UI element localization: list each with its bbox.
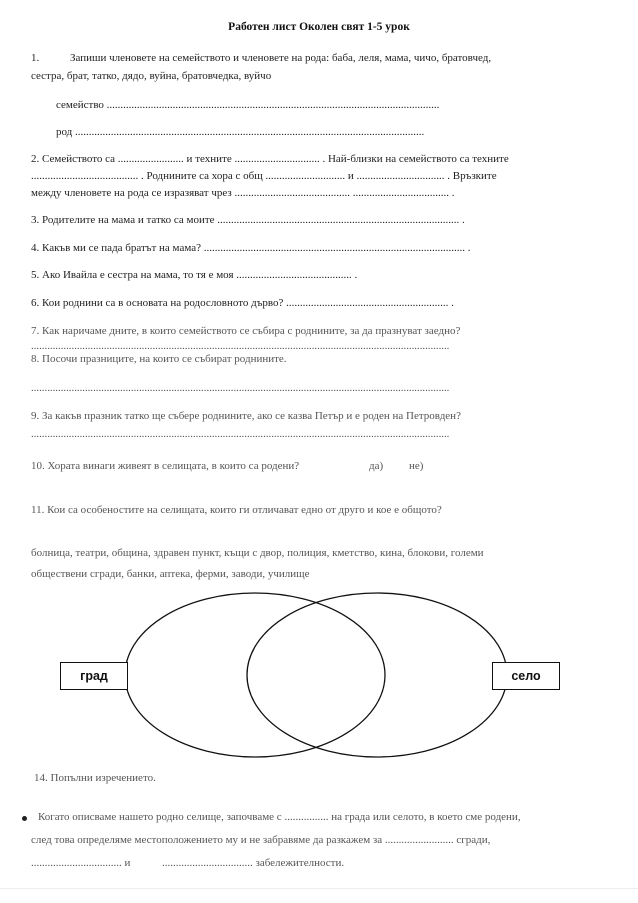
q2-line2: ....................................... . Роднините са хора с общ ............................. и ................................ . Връзките xyxy=(31,170,497,182)
q1-text-line1: Запиши членовете на семейството и членовете на рода: баба, леля, мама, чичо, братовчед, xyxy=(70,52,492,64)
q4-text: 4. Какъв ми се пада братът на мама? ............................................................................................... . xyxy=(31,242,471,254)
venn-right-circle xyxy=(247,593,507,757)
venn-left-circle xyxy=(125,593,385,757)
q1-text-line2: сестра, брат, татко, дядо, вуйна, братовчедка, вуйчо xyxy=(31,70,272,82)
bullet-icon xyxy=(22,816,27,821)
q10-text: 10. Хората винаги живеят в селищата, в които са родени? xyxy=(31,460,300,472)
q6-text: 6. Кои роднини са в основата на родословното дърво? ........................................................... . xyxy=(31,297,454,309)
village-label-box: село xyxy=(492,662,560,690)
page-bottom-rule xyxy=(0,888,638,889)
q14-text: 14. Попълни изречението. xyxy=(34,772,156,784)
q11-words-line1: болница, театри, община, здравен пункт, къщи с двор, полиция, кметство, кина, блокови, големи xyxy=(31,547,484,559)
q14-bullet-line1: Когато описваме нашето родно селище, започваме с ................ на града или селото, в което сме родени, xyxy=(38,811,521,823)
q2-line3: между членовете на рода се изразяват чрез .......................................... ................................... . xyxy=(31,187,455,199)
q9-text: 9. За какъв празник татко ще събере роднините, ако се казва Петър и е роден на Петровден? xyxy=(31,410,461,422)
worksheet-title: Работен лист Околен свят 1-5 урок xyxy=(228,21,410,33)
q1-family-answer-line[interactable]: семейство ......................................................................................................................... xyxy=(56,99,440,111)
q7-text: 7. Как наричаме дните, в които семейството се събира с роднините, за да празнуват заедно? xyxy=(31,325,461,337)
q1-kin-answer-line[interactable]: род ............................................................................................................................... xyxy=(56,126,425,138)
q11-text: 11. Кои са особеностите на селищата, които ги отличават едно от друго и кое е общото? xyxy=(31,504,442,516)
q14-bullet-line2: след това определяме местоположението му и не забравяме да разкажем за ......................... сгради, xyxy=(31,834,491,846)
q9-answer-line[interactable]: ........................................................................................................................................................... xyxy=(31,428,450,440)
q3-text: 3. Родителите на мама и татко са моите ........................................................................................ . xyxy=(31,214,465,226)
q10-yes-option[interactable]: да) xyxy=(369,460,384,472)
q5-text: 5. Ако Ивайла е сестра на мама, то тя е моя .......................................... . xyxy=(31,269,358,281)
q8-text: 8. Посочи празниците, на които се събират роднините. xyxy=(31,353,287,365)
q2-line1: 2. Семейството са ........................ и техните ............................... . Най-близки на семейството са техните xyxy=(31,153,509,165)
q8-answer-line[interactable]: ........................................................................................................................................................... xyxy=(31,382,450,394)
q1-number: 1. xyxy=(31,52,40,64)
q7-answer-line[interactable]: ........................................................................................................................................................... xyxy=(31,340,450,352)
q11-words-line2: обществени сгради, банки, аптека, ферми, заводи, училище xyxy=(31,568,310,580)
city-label-box: град xyxy=(60,662,128,690)
q14-bullet-line3-b: ................................. забележителности. xyxy=(162,857,345,869)
q10-no-option[interactable]: не) xyxy=(409,460,424,472)
q14-bullet-line3-a: ................................. и xyxy=(31,857,131,869)
